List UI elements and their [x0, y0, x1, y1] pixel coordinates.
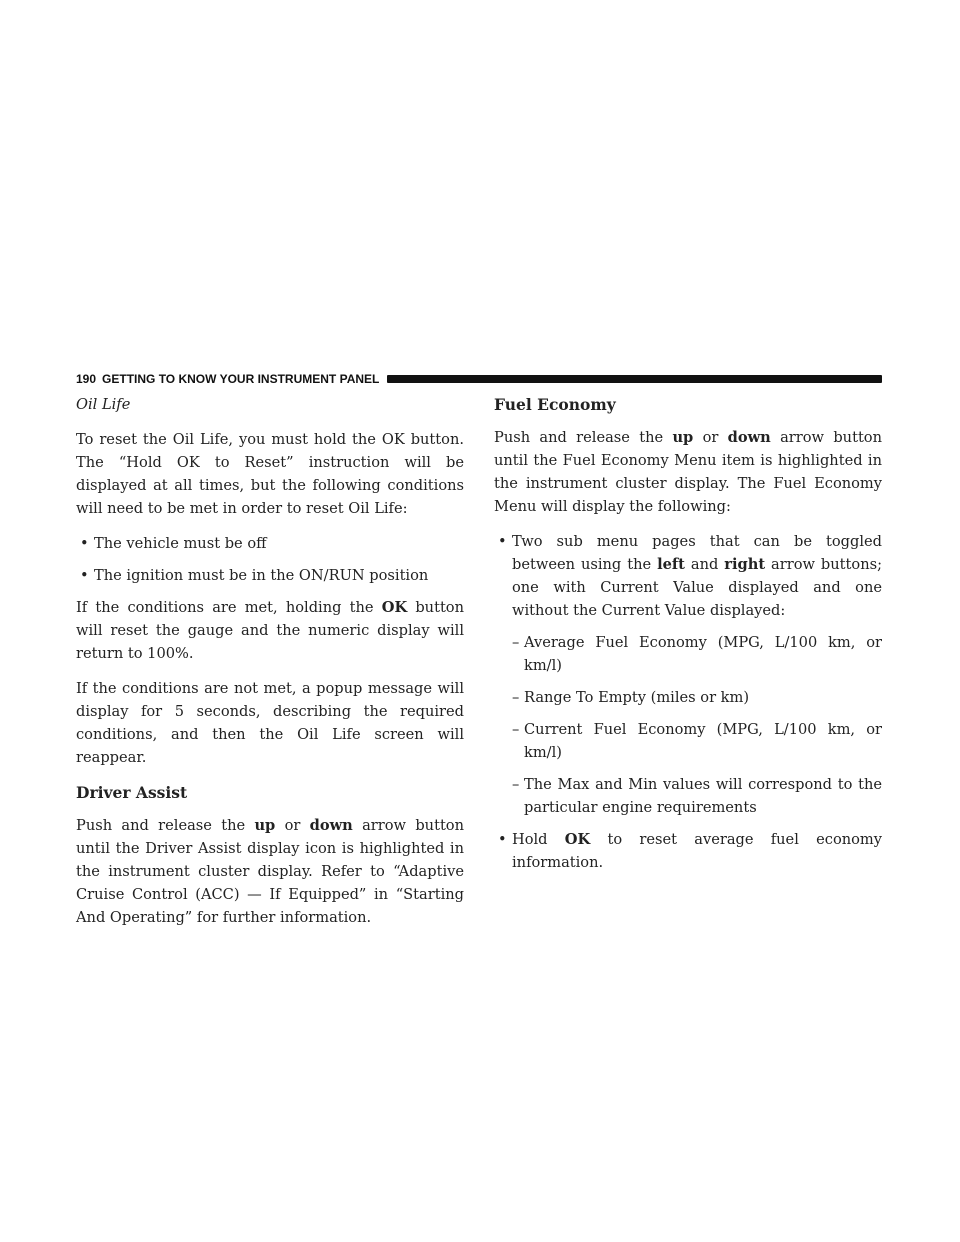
oil-life-intro: To reset the Oil Life, you must hold the OK button. The “Hold OK to Reset” instruction will be displayed at all times, but the following conditions will need to be met in order to reset Oil Life:: [76, 431, 464, 517]
fuel-item-current: – Current Fuel Economy (MPG, L/100 km, or km/l): [494, 718, 882, 764]
oil-conditions-not-met: If the conditions are not met, a popup message will display for 5 seconds, describing the required conditions, and then the Oil Life screen will reappear.: [76, 680, 464, 766]
fuel-item-max-min: – The Max and Min values will correspond to the particular engine requirements: [494, 773, 882, 819]
fuel-submenu-bullet: • Two sub menu pages that can be toggled between using the left and right arrow buttons; one with Current Value displayed and one without the Current Value displayed:: [494, 530, 882, 622]
page-number: 190: [76, 372, 97, 386]
fuel-item-average: – Average Fuel Economy (MPG, L/100 km, or km/l): [494, 631, 882, 677]
oil-life-heading: Oil Life: [76, 396, 131, 413]
right-column: [494, 393, 882, 883]
oil-condition-2: • The ignition must be in the ON/RUN position: [76, 564, 464, 587]
driver-assist-text: Push and release the up or down arrow button until the Driver Assist display icon is highlighted in the instrument cluster display. Refer to “Adaptive Cruise Control (ACC) — If Equipped” in “Starting And Operating” for further information.: [76, 817, 464, 926]
oil-condition-1: • The vehicle must be off: [76, 532, 464, 555]
fuel-economy-intro: Push and release the up or down arrow button until the Fuel Economy Menu item is highlighted in the instrument cluster display. The Fuel Economy Menu will display the following:: [494, 429, 882, 515]
header-rule: [387, 375, 882, 383]
fuel-item-range: – Range To Empty (miles or km): [494, 686, 882, 709]
page-header: [76, 372, 882, 386]
left-column: [76, 393, 464, 941]
fuel-reset-bullet: • Hold OK to reset average fuel economy information.: [494, 828, 882, 874]
driver-assist-heading: Driver Assist: [76, 783, 188, 802]
fuel-economy-heading: Fuel Economy: [494, 395, 616, 414]
section-title: GETTING TO KNOW YOUR INSTRUMENT PANEL: [102, 372, 380, 386]
oil-conditions-met: If the conditions are met, holding the OK button will reset the gauge and the numeric display will return to 100%.: [76, 599, 464, 662]
